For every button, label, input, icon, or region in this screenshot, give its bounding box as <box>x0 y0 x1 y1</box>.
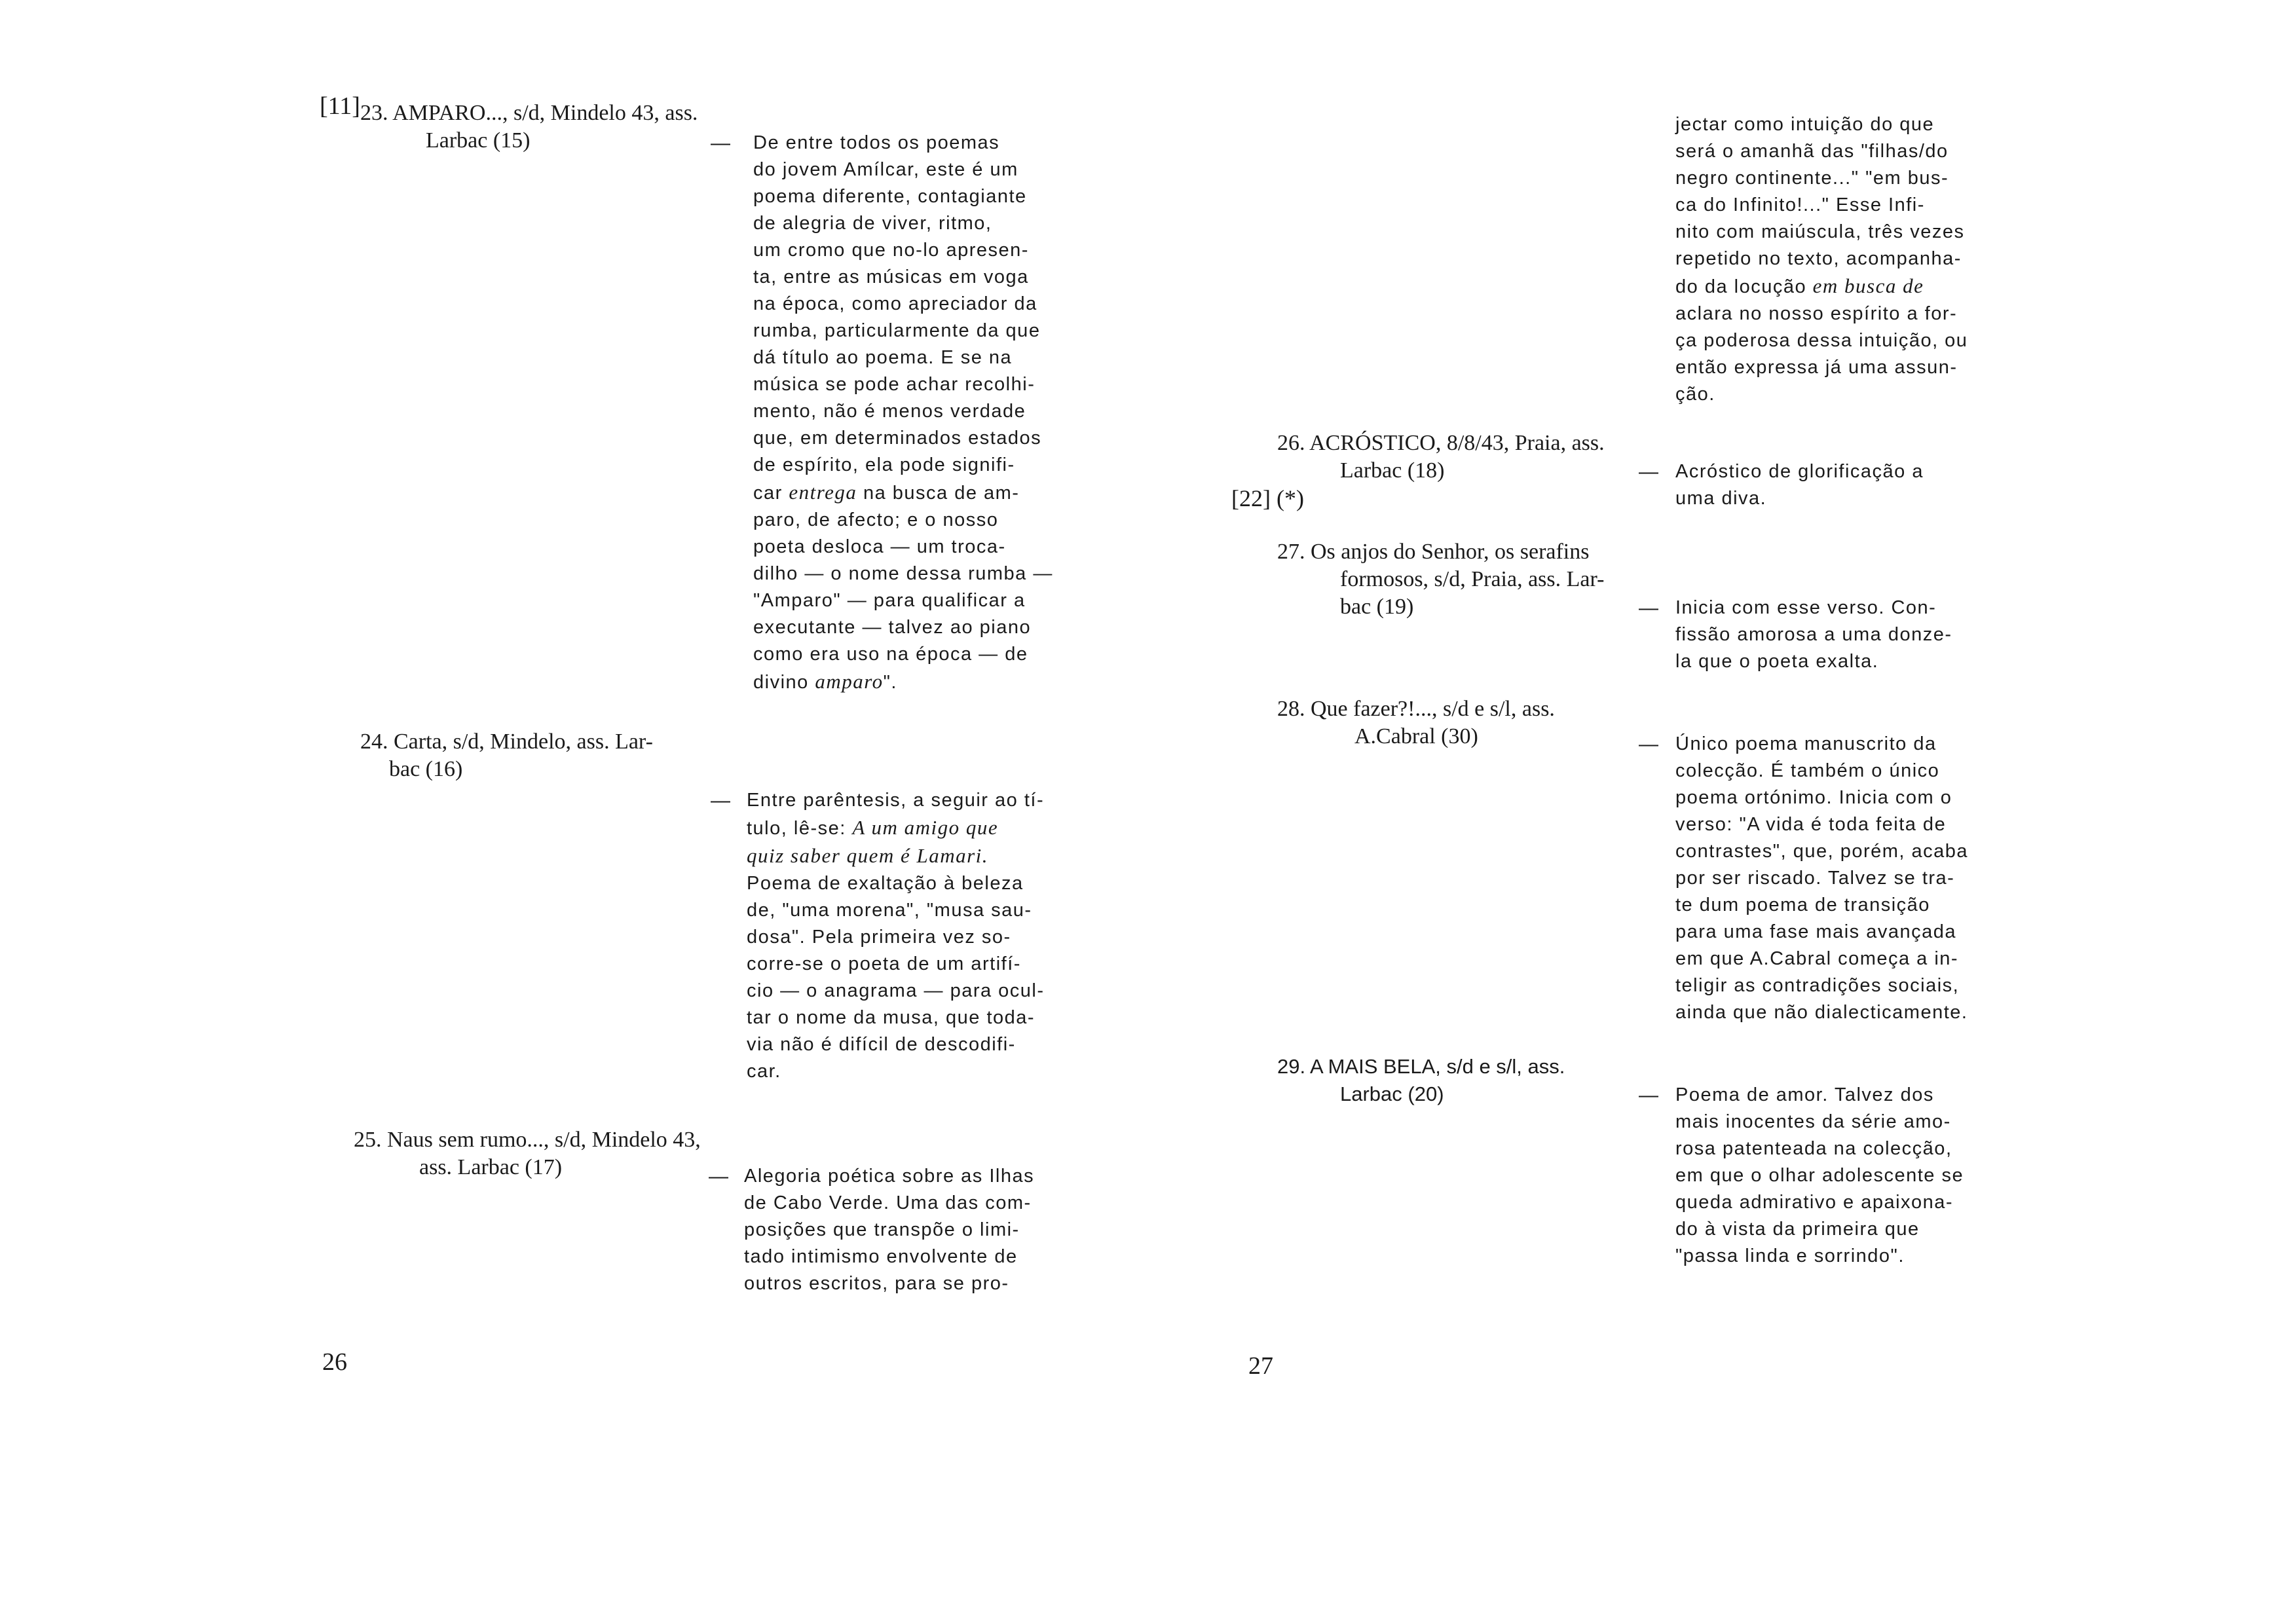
comment-line: será o amanhã das "filhas/do <box>1675 141 1949 162</box>
heading-line: Larbac (20) <box>1340 1082 1444 1105</box>
comment-line: cio — o anagrama — para ocul- <box>747 980 1045 1001</box>
page-number-26: 26 <box>322 1348 347 1376</box>
comment-line: por ser riscado. Talvez se tra- <box>1675 868 1955 889</box>
entry-24-heading <box>360 728 653 783</box>
comment-line: negro continente..." "em bus- <box>1675 168 1949 189</box>
entry-23-comment <box>753 130 1054 696</box>
comment-line: Acróstico de glorificação a <box>1675 461 1924 482</box>
comment-line: tado intimismo envolvente de <box>744 1246 1018 1267</box>
comment-line: dilho — o nome dessa rumba — <box>753 563 1053 584</box>
continuation-comment <box>1675 111 1977 408</box>
comment-line: executante — talvez ao piano <box>753 617 1032 638</box>
entry-26-heading <box>1277 430 1605 485</box>
comment-line: contrastes", que, porém, acaba <box>1675 841 1969 862</box>
entry-25-dash: — <box>709 1166 728 1187</box>
comment-line: verso: "A vida é toda feita de <box>1675 814 1947 835</box>
entry-29-dash: — <box>1639 1084 1658 1106</box>
comment-line: Único poema manuscrito da <box>1675 733 1937 754</box>
entry-23-dash: — <box>711 132 730 154</box>
comment-line: música se pode achar recolhi- <box>753 374 1036 395</box>
comment-line: colecção. É também o único <box>1675 760 1940 781</box>
heading-line: 24. Carta, s/d, Mindelo, ass. Lar- <box>360 729 653 754</box>
comment-line: para uma fase mais avançada <box>1675 921 1956 942</box>
comment-line: ta, entre as músicas em voga <box>753 267 1029 287</box>
comment-line: Poema de exaltação à beleza <box>747 873 1024 894</box>
comment-line: la que o poeta exalta. <box>1675 651 1879 672</box>
heading-line: 29. A MAIS BELA, s/d e s/l, ass. <box>1277 1055 1565 1078</box>
entry-25-heading <box>354 1126 701 1181</box>
comment-line: do à vista da primeira que <box>1675 1219 1920 1240</box>
comment-line: de alegria de viver, ritmo, <box>753 213 992 234</box>
comment-line: jectar como intuição do que <box>1675 114 1935 135</box>
heading-line: Larbac (15) <box>426 128 531 153</box>
heading-line: bac (16) <box>389 757 463 781</box>
entry-25-comment <box>744 1163 1055 1297</box>
margin-note-11: [11] <box>320 92 360 120</box>
comment-line: Poema de amor. Talvez dos <box>1675 1084 1934 1105</box>
comment-line: dosa". Pela primeira vez so- <box>747 927 1011 948</box>
comment-line: car. <box>747 1061 781 1082</box>
heading-line: 28. Que fazer?!..., s/d e s/l, ass. <box>1277 697 1555 721</box>
comment-line: poema ortónimo. Inicia com o <box>1675 787 1952 808</box>
comment-line: ca do Infinito!..." Esse Infi- <box>1675 194 1925 215</box>
comment-line: repetido no texto, acompanha- <box>1675 248 1962 269</box>
comment-line: em que A.Cabral começa a in- <box>1675 948 1959 969</box>
comment-line: na época, como apreciador da <box>753 293 1037 314</box>
entry-24-dash: — <box>711 790 730 811</box>
entry-27-comment <box>1675 595 1977 675</box>
comment-line: te dum poema de transição <box>1675 895 1930 915</box>
comment-line: ainda que não dialecticamente. <box>1675 1002 1968 1023</box>
entry-27-heading <box>1277 538 1604 621</box>
entry-27-dash: — <box>1639 597 1658 619</box>
comment-line: mento, não é menos verdade <box>753 401 1026 422</box>
comment-line: em que o olhar adolescente se <box>1675 1165 1964 1186</box>
comment-line: nito com maiúscula, três vezes <box>1675 221 1965 242</box>
comment-line: ção. <box>1675 384 1715 405</box>
comment-line: Alegoria poética sobre as Ilhas <box>744 1166 1035 1187</box>
comment-line: de, "uma morena", "musa sau- <box>747 900 1032 921</box>
heading-line: Larbac (18) <box>1340 458 1445 483</box>
comment-line: tar o nome da musa, que toda- <box>747 1007 1036 1028</box>
heading-line: formosos, s/d, Praia, ass. Lar- <box>1340 567 1605 591</box>
comment-line: "Amparo" — para qualificar a <box>753 590 1026 611</box>
heading-line: 23. AMPARO..., s/d, Mindelo 43, ass. <box>360 101 698 125</box>
comment-line: quiz saber quem é Lamari. <box>747 844 989 867</box>
entry-29-heading <box>1277 1053 1565 1108</box>
comment-line: aclara no nosso espírito a for- <box>1675 303 1958 324</box>
comment-line: queda admirativo e apaixona- <box>1675 1192 1954 1213</box>
entry-26-dash: — <box>1639 461 1658 483</box>
comment-line: De entre todos os poemas <box>753 132 1000 153</box>
heading-line: 27. Os anjos do Senhor, os serafins <box>1277 540 1590 564</box>
page-number-27: 27 <box>1248 1352 1273 1380</box>
comment-line: teligir as contradições sociais, <box>1675 975 1960 996</box>
comment-line: dá título ao poema. E se na <box>753 347 1013 368</box>
comment-line: fissão amorosa a uma donze- <box>1675 624 1952 645</box>
comment-line: divino amparo". <box>753 670 897 693</box>
comment-line: mais inocentes da série amo- <box>1675 1111 1951 1132</box>
margin-note-22: [22] (*) <box>1231 485 1304 511</box>
heading-line: bac (19) <box>1340 595 1414 619</box>
comment-line: tulo, lê-se: A um amigo que <box>747 816 999 839</box>
heading-line: ass. Larbac (17) <box>419 1155 563 1179</box>
comment-line: que, em determinados estados <box>753 428 1042 449</box>
entry-23-heading <box>360 100 698 155</box>
comment-line: Inicia com esse verso. Con- <box>1675 597 1937 618</box>
comment-line: de espírito, ela pode signifi- <box>753 454 1015 475</box>
comment-line: via não é difícil de descodifi- <box>747 1034 1016 1055</box>
comment-line: rosa patenteada na colecção, <box>1675 1138 1952 1159</box>
comment-line: um cromo que no-lo apresen- <box>753 240 1029 261</box>
comment-line: Entre parêntesis, a seguir ao tí- <box>747 790 1045 811</box>
comment-line: do da locução em busca de <box>1675 274 1924 297</box>
comment-line: ça poderosa dessa intuição, ou <box>1675 330 1968 351</box>
comment-line: car entrega na busca de am- <box>753 481 1020 504</box>
heading-line: 26. ACRÓSTICO, 8/8/43, Praia, ass. <box>1277 431 1605 455</box>
comment-line: poema diferente, contagiante <box>753 186 1027 207</box>
comment-line: corre-se o poeta de um artifí- <box>747 953 1021 974</box>
comment-line: posições que transpõe o limi- <box>744 1219 1020 1240</box>
comment-line: de Cabo Verde. Uma das com- <box>744 1192 1032 1213</box>
comment-line: "passa linda e sorrindo". <box>1675 1246 1905 1266</box>
entry-26-comment <box>1675 458 1977 512</box>
heading-line: A.Cabral (30) <box>1354 724 1478 748</box>
entry-28-comment <box>1675 731 1977 1026</box>
comment-line: como era uso na época — de <box>753 644 1028 665</box>
comment-line: então expressa já uma assun- <box>1675 357 1958 378</box>
heading-line: 25. Naus sem rumo..., s/d, Mindelo 43, <box>354 1128 701 1152</box>
comment-line: uma diva. <box>1675 488 1767 509</box>
entry-24-comment <box>747 787 1054 1085</box>
comment-line: poeta desloca — um troca- <box>753 536 1006 557</box>
comment-line: rumba, particularmente da que <box>753 320 1041 341</box>
comment-line: outros escritos, para se pro- <box>744 1273 1009 1294</box>
entry-28-dash: — <box>1639 733 1658 755</box>
comment-line: do jovem Amílcar, este é um <box>753 159 1018 180</box>
entry-29-comment <box>1675 1082 1977 1270</box>
entry-28-heading <box>1277 695 1555 750</box>
comment-line: paro, de afecto; e o nosso <box>753 509 999 530</box>
